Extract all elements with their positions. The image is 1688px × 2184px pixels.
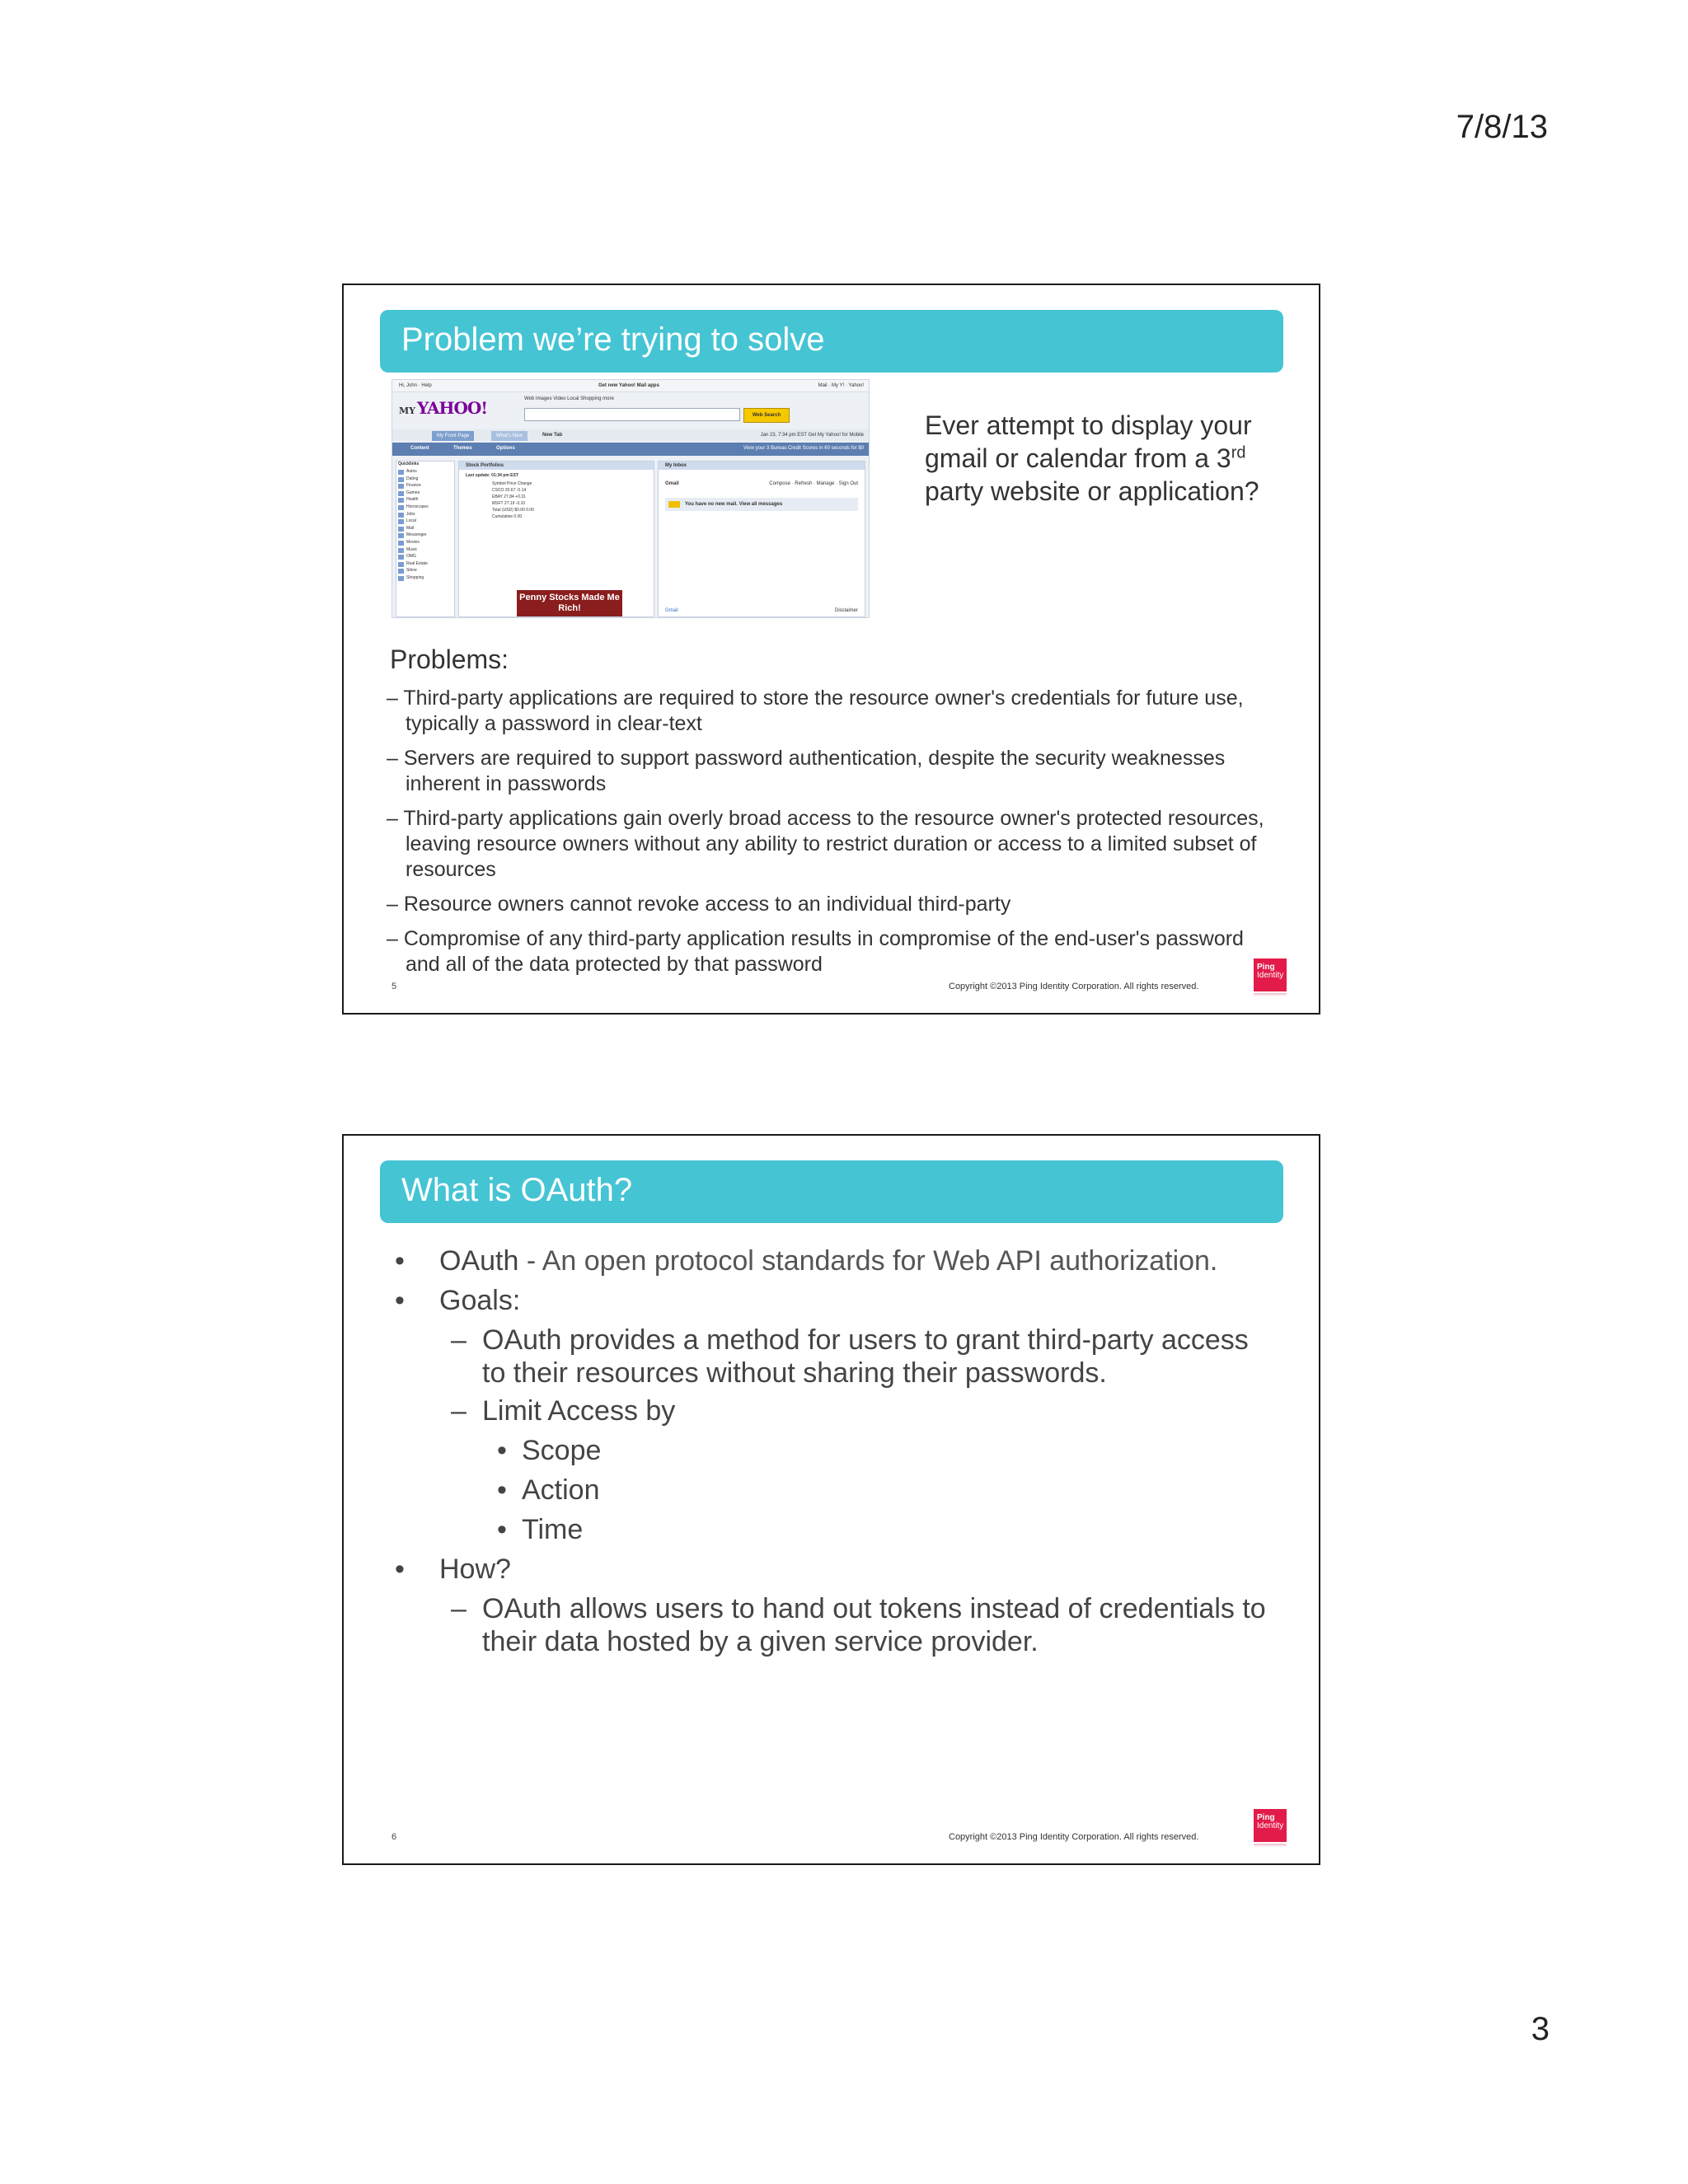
yahoo-top-links: Mail · My Y! · Yahoo! bbox=[818, 383, 864, 388]
yahoo-quicklink-item: Shopping bbox=[396, 575, 454, 583]
goal-limit-access bbox=[451, 1394, 1275, 1427]
question-text: Ever attempt to display your gmail or calendar from a 3 bbox=[925, 410, 1252, 473]
yahoo-nav-content: Content bbox=[410, 446, 429, 451]
yahoo-tab-new: New Tab bbox=[542, 433, 563, 438]
limit-scope-text: Scope bbox=[522, 1435, 602, 1466]
yahoo-quicklink-item: Games bbox=[396, 490, 454, 498]
yahoo-stock-row: Symbol Price Change bbox=[492, 481, 532, 486]
yahoo-no-mail: You have no new mail. View all messages bbox=[685, 502, 783, 507]
yahoo-quicklink-item: Movies bbox=[396, 540, 454, 547]
slide-what-is-oauth bbox=[342, 1134, 1320, 1865]
side-question bbox=[925, 409, 1287, 508]
problems-heading: Problems: bbox=[390, 644, 509, 674]
yahoo-ad-banner: Penny Stocks Made Me Rich! bbox=[517, 590, 622, 616]
yahoo-quicklink-item: Health bbox=[396, 497, 454, 504]
yahoo-inbox-head: My Inbox bbox=[659, 462, 865, 470]
limit-scope bbox=[497, 1434, 1239, 1467]
problem-list bbox=[387, 686, 1277, 987]
yahoo-quicklink-item: Local bbox=[396, 518, 454, 526]
bullet-oauth-definition bbox=[395, 1244, 1277, 1277]
dash-marker: – bbox=[451, 1395, 467, 1427]
goal-grant-access bbox=[451, 1324, 1275, 1390]
problem-item: – Third-party applications gain overly broad access to the resource owner's protected resources, leaving resource owners without any ability to restrict duration or access to a limited subset of resources bbox=[387, 807, 1264, 881]
yahoo-inbox bbox=[658, 461, 865, 617]
yahoo-tab-front-page: My Front Page bbox=[432, 431, 474, 441]
bullet-how bbox=[395, 1553, 1277, 1586]
bullet-goals bbox=[395, 1284, 1277, 1317]
problem-item: – Third-party applications are required to store the resource owner's credentials for future use, typically a password in clear-text bbox=[387, 687, 1244, 735]
yahoo-quicklink-item: Real Estate bbox=[396, 561, 454, 569]
yahoo-quicklink-item: Messenger bbox=[396, 532, 454, 540]
copyright-notice: Copyright ©2013 Ping Identity Corporation. All rights reserved. bbox=[949, 1832, 1199, 1842]
bullet-marker: • bbox=[497, 1435, 507, 1466]
slide-title-bar bbox=[380, 310, 1283, 373]
slide-title: Problem we’re trying to solve bbox=[401, 321, 825, 358]
yahoo-stock-head: Stock Portfolios bbox=[459, 462, 654, 470]
logo-text-ping: Ping bbox=[1257, 1813, 1275, 1822]
yahoo-disclaimer: Disclaimer bbox=[834, 608, 858, 613]
bullet-marker: • bbox=[395, 1245, 405, 1277]
yahoo-gmail-label: Gmail bbox=[665, 481, 679, 486]
mail-icon bbox=[668, 501, 680, 508]
oauth-term: OAuth bbox=[439, 1245, 519, 1277]
yahoo-search-input bbox=[524, 408, 740, 421]
yahoo-quicklink-item: Finance bbox=[396, 483, 454, 490]
goal-grant-access-text: OAuth provides a method for users to grant third-party access to their resources without sharing their passwords. bbox=[482, 1324, 1249, 1389]
slide-number: 5 bbox=[392, 982, 397, 991]
yahoo-promo: Get new Yahoo! Mail apps bbox=[598, 383, 659, 388]
yahoo-mail-row bbox=[665, 498, 858, 511]
yahoo-date-line: Jan 23, 7:34 pm EST Get My Yahoo! for Mobile bbox=[760, 433, 864, 438]
bullet-marker: • bbox=[497, 1474, 507, 1506]
yahoo-top-bar bbox=[392, 380, 869, 392]
logo-text-identity: Identity bbox=[1257, 971, 1284, 980]
yahoo-nav-options: Options bbox=[496, 446, 515, 451]
yahoo-quicklink-item: Autos bbox=[396, 469, 454, 476]
yahoo-stock-row: MSFT 27.19 -0.10 bbox=[492, 501, 526, 506]
how-label: How? bbox=[439, 1554, 511, 1585]
yahoo-stock-row: CSCO 20.67 -0.14 bbox=[492, 488, 527, 493]
yahoo-quicklink-item: Mail bbox=[396, 526, 454, 533]
bullet-marker: • bbox=[395, 1554, 405, 1585]
yahoo-search-button: Web Search bbox=[743, 408, 790, 423]
yahoo-quicklinks bbox=[396, 461, 455, 617]
slide-title: What is OAuth? bbox=[401, 1172, 633, 1208]
yahoo-quicklink-item: Dating bbox=[396, 476, 454, 484]
page-number: 3 bbox=[1531, 2011, 1550, 2047]
limit-time-text: Time bbox=[522, 1514, 584, 1545]
yahoo-quicklink-item: Jobs bbox=[396, 512, 454, 519]
yahoo-logo-prefix: MY bbox=[399, 405, 416, 416]
yahoo-stock-row: EBAY 27.84 +0.31 bbox=[492, 494, 526, 499]
goal-limit-access-text: Limit Access by bbox=[482, 1395, 676, 1427]
yahoo-quicklinks-head: Quicklinks bbox=[398, 462, 420, 466]
yahoo-stock-update: Last update: 01:34 pm EST bbox=[466, 473, 518, 478]
yahoo-stock-row: Cumulative 0.00 bbox=[492, 514, 523, 519]
logo-text-ping: Ping bbox=[1257, 963, 1275, 972]
yahoo-page-tabs bbox=[392, 429, 869, 441]
goals-label: Goals: bbox=[439, 1285, 521, 1316]
logo-text-identity: Identity bbox=[1257, 1821, 1284, 1830]
ping-identity-logo bbox=[1254, 1809, 1287, 1842]
dash-marker: – bbox=[451, 1324, 467, 1356]
question-text-end: party website or application? bbox=[925, 476, 1259, 506]
ping-identity-logo bbox=[1254, 958, 1287, 991]
yahoo-user-links: Hi, John · Help bbox=[399, 383, 432, 388]
copyright-notice: Copyright ©2013 Ping Identity Corporation. All rights reserved. bbox=[949, 982, 1199, 991]
limit-action-text: Action bbox=[522, 1474, 600, 1506]
yahoo-tab-whats-new: What's New bbox=[491, 431, 528, 441]
problem-item: – Resource owners cannot revoke access to an individual third-party bbox=[387, 893, 1011, 916]
yahoo-logo-text: YAHOO! bbox=[417, 398, 488, 418]
yahoo-nav-bar bbox=[392, 443, 869, 456]
bullet-marker: • bbox=[395, 1285, 405, 1316]
how-tokens-text: OAuth allows users to hand out tokens instead of credentials to their data hosted by a given service provider. bbox=[482, 1593, 1266, 1657]
yahoo-stock-portfolio bbox=[458, 461, 654, 617]
slide-problem bbox=[342, 284, 1320, 1015]
dash-marker: – bbox=[451, 1593, 467, 1624]
yahoo-nav-themes: Themes bbox=[453, 446, 472, 451]
problem-item: – Servers are required to support password authentication, despite the security weaknesses inherent in passwords bbox=[387, 747, 1226, 795]
yahoo-gmail-footer: Gmail bbox=[665, 608, 678, 613]
yahoo-screenshot bbox=[392, 379, 870, 618]
page-date: 7/8/13 bbox=[1456, 109, 1548, 145]
yahoo-quicklink-item: OMG bbox=[396, 554, 454, 561]
oauth-definition: - An open protocol standards for Web API authorization. bbox=[518, 1245, 1218, 1277]
yahoo-quicklink-item: Horoscopes bbox=[396, 504, 454, 512]
yahoo-gmail-links: Compose · Refresh · Manage · Sign Out bbox=[769, 481, 858, 486]
yahoo-quicklink-item: Shine bbox=[396, 568, 454, 575]
how-tokens bbox=[451, 1592, 1275, 1658]
limit-time bbox=[497, 1513, 1239, 1546]
question-superscript: rd bbox=[1231, 443, 1246, 462]
yahoo-search-tabs: Web Images Video Local Shopping more bbox=[524, 396, 614, 401]
yahoo-stock-row: Total (USD) $0.00 0.00 bbox=[492, 508, 534, 513]
limit-action bbox=[497, 1474, 1239, 1507]
slide-title-bar bbox=[380, 1160, 1283, 1223]
problem-item: – Compromise of any third-party application results in compromise of the end-user's password and all of the data protected by that password bbox=[387, 927, 1244, 976]
slide-number: 6 bbox=[392, 1832, 397, 1842]
bullet-marker: • bbox=[497, 1514, 507, 1545]
yahoo-nav-promo: View your 3 Bureau Credit Scores in 60 seconds for $0 bbox=[743, 446, 864, 451]
yahoo-quicklink-item: Music bbox=[396, 547, 454, 555]
yahoo-logo bbox=[399, 398, 487, 418]
